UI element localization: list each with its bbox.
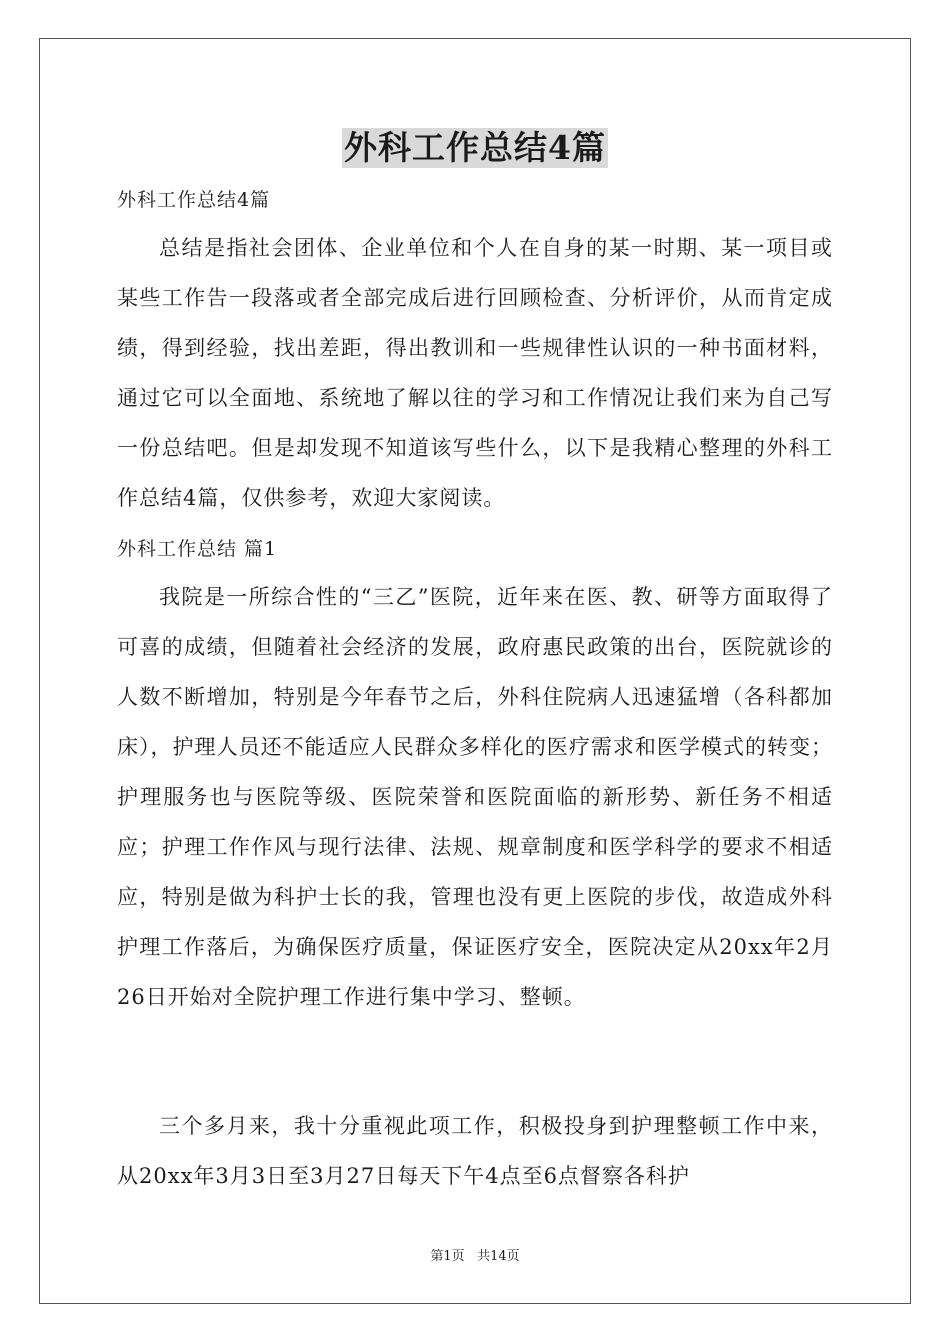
document-subtitle: 外科工作总结4篇 [117, 189, 271, 211]
page-footer [0, 1247, 950, 1267]
body-paragraph: 我院是一所综合性的“三乙”医院，近年来在医、教、研等方面取得了可喜的成绩，但随着社会经济的发展，政府惠民政策的出台，医院就诊的人数不断增加，特别是今年春节之后，外科住院病人迅速猛增（各科都加床），护理人员还不能适应人民群众多样化的医疗需求和医学模式的转变；护理服务也与医院等级、医院荣誉和医院面临的新形势、新任务不相适应；护理工作作风与现行法律、法规、规章制度和医学科学的要求不相适应，特别是做为科护士长的我，管理也没有更上医院的步伐，故造成外科护理工作落后，为确保医疗质量，保证医疗安全，医院决定从20xx年2月26日开始对全院护理工作进行集中学习、整顿。 [117, 585, 833, 1009]
page-number: 第1页 [430, 1249, 465, 1264]
body-paragraph-continued: 三个多月来，我十分重视此项工作，积极投身到护理整顿工作中来，从20xx年3月3日至3月27日每天下午4点至6点督察各科护 [117, 1114, 833, 1188]
page-total: 共14页 [477, 1249, 520, 1264]
section-heading: 外科工作总结 篇1 [117, 538, 278, 560]
title-container [0, 128, 950, 168]
document-title: 外科工作总结4篇 [344, 128, 606, 167]
intro-paragraph: 总结是指社会团体、企业单位和个人在自身的某一时期、某一项目或某些工作告一段落或者全部完成后进行回顾检查、分析评价，从而肯定成绩，得到经验，找出差距，得出教训和一些规律性认识的一种书面材料，通过它可以全面地、系统地了解以往的学习和工作情况让我们来为自己写一份总结吧。但是却发现不知道该写些什么，以下是我精心整理的外科工作总结4篇，仅供参考，欢迎大家阅读。 [117, 236, 833, 510]
